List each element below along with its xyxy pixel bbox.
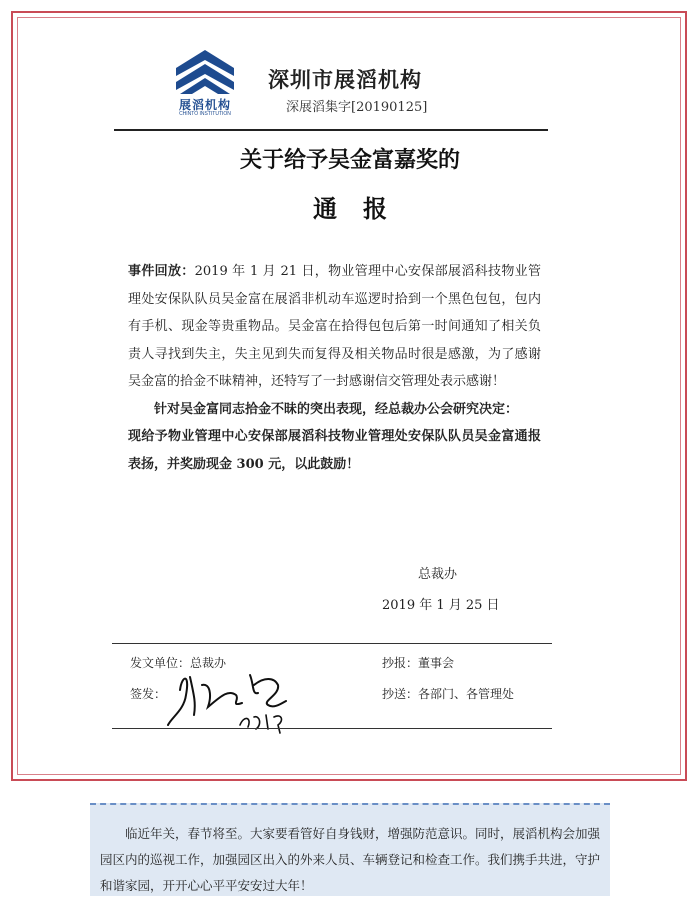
decision-paragraph-1: 针对吴金富同志拾金不昧的突出表现，经总裁办公会研究决定： xyxy=(154,401,519,417)
logo-subtitle: CHINTO INSTITUTION xyxy=(179,111,231,117)
page-subtitle: 通报 xyxy=(313,195,413,223)
page-title: 关于给予吴金富嘉奖的 xyxy=(239,148,460,173)
sender-unit: 发文单位：总裁办 xyxy=(130,656,227,670)
footer-top-divider xyxy=(112,643,552,644)
reminder-note xyxy=(90,803,610,896)
handwritten-signature xyxy=(150,655,310,735)
org-name: 深圳市展滔机构 xyxy=(268,68,422,92)
issue-date: 2019 年 1 月 25 日 xyxy=(382,598,500,613)
document-number: 深展滔集字[20190125] xyxy=(286,100,428,115)
signer-label: 签发： xyxy=(130,687,167,701)
issuer: 总裁办 xyxy=(418,567,458,582)
event-paragraph xyxy=(128,258,541,396)
event-label: 事件回放： xyxy=(128,264,195,279)
reminder-text: 临近年关，春节将至。大家要看管好自身钱财，增强防范意识。同时，展滔机构会加强园区内的巡视工作，加强园区出入的外来人员、车辆登记和检查工作。我们携手共进，守护和谐家园，开开心心平平安安过大年！ xyxy=(100,826,601,893)
decision-paragraph-2: 现给予物业管理中心安保部展滔科技物业管理处安保队队员吴金富通报表扬，并奖励现金 300 元，以此鼓励！ xyxy=(128,429,541,472)
header-divider xyxy=(114,129,548,131)
event-text: 2019 年 1 月 21 日，物业管理中心安保部展滔科技物业管理处安保队队员吴金富在展滔非机动车巡逻时拾到一个黑色包包，包内有手机、现金等贵重物品。吴金富在拾得包包后第一时间通知了相关负责人寻找到失主，失主见到失而复得及相关物品时很是感激，为了感谢吴金富的拾金不昧精神，还特写了一封感谢信交管理处表示感谢！ xyxy=(128,264,541,389)
logo-name: 展滔机构 xyxy=(178,98,231,112)
footer-bottom-divider xyxy=(112,728,552,729)
notice-body xyxy=(128,258,541,478)
cc-send: 抄送：各部门、各管理处 xyxy=(382,687,515,701)
cc-report: 抄报：董事会 xyxy=(382,656,455,670)
